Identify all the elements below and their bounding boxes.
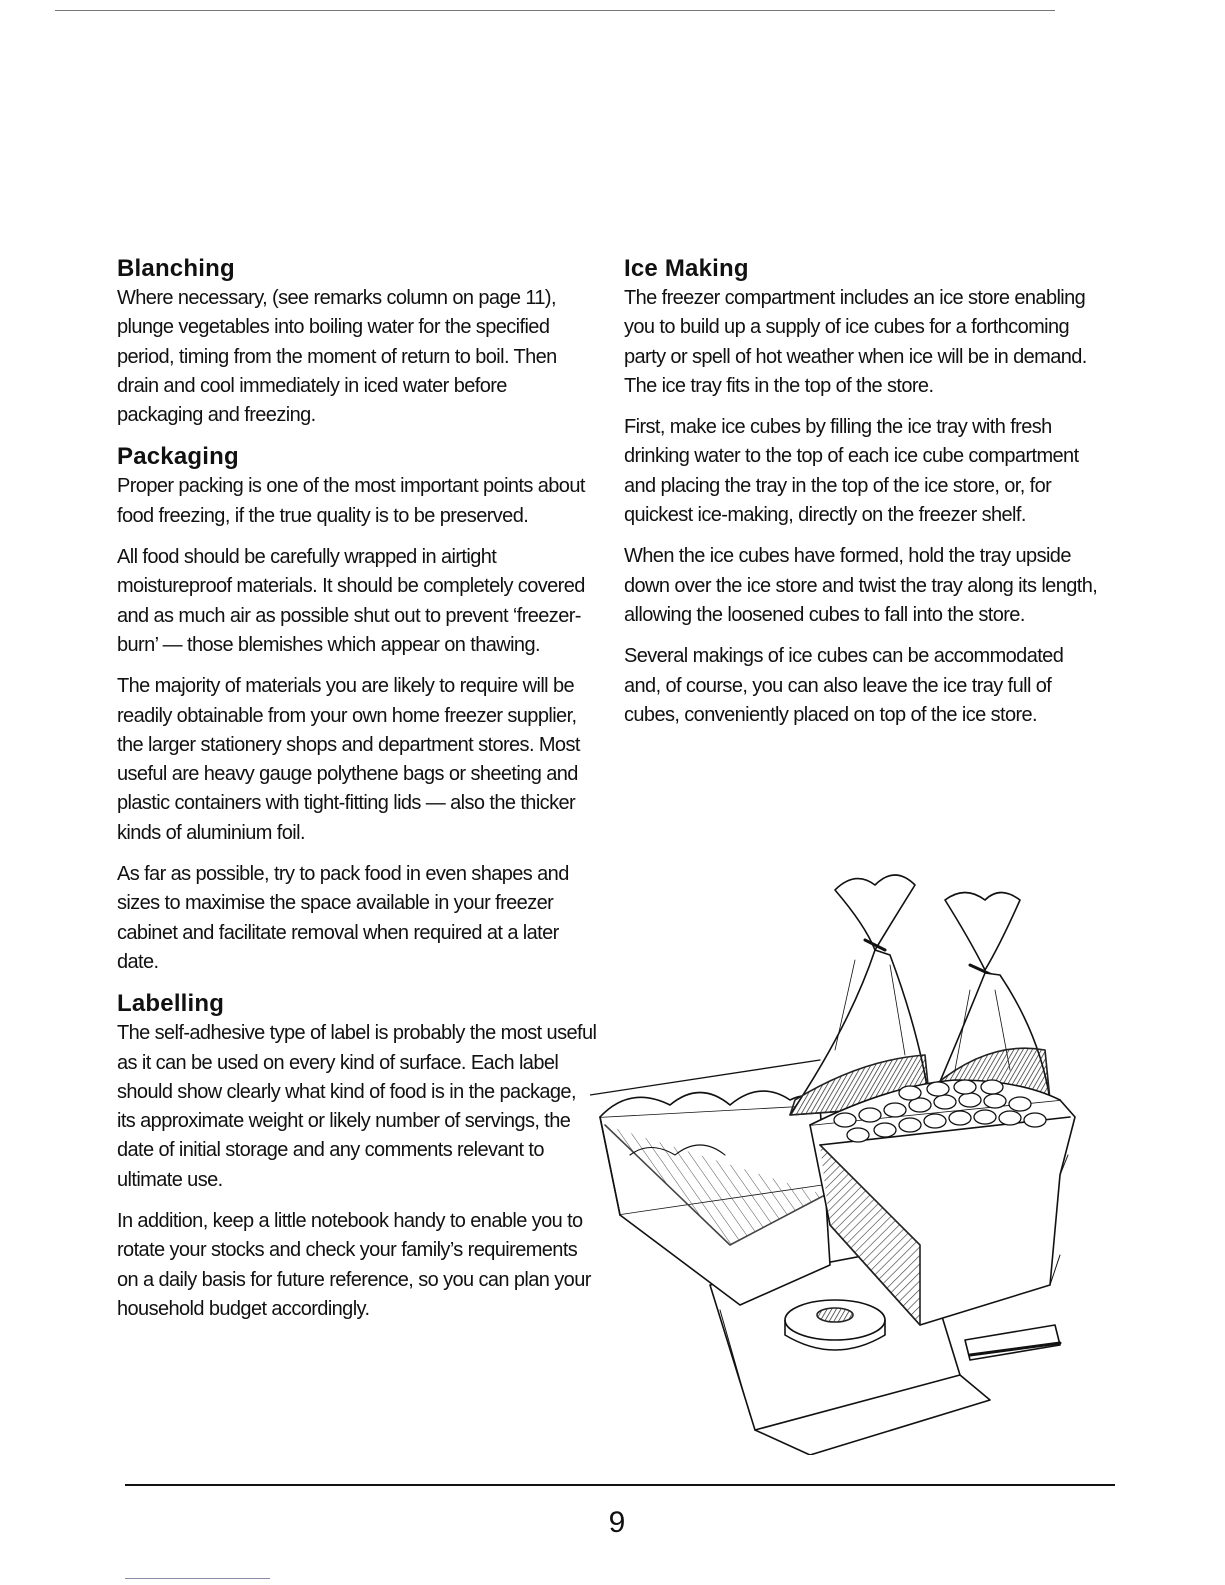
heading-packaging: Packaging [117,443,239,471]
freezer-bag-tied-left [790,875,930,1115]
right-column [624,254,1099,742]
section-packaging [117,442,597,977]
section-ice-making [624,254,1099,730]
heading-labelling: Labelling [117,990,225,1018]
freezer-bag-tied-right [930,893,1050,1106]
paragraph: As far as possible, try to pack food in even shapes and sizes to maximise the space available in your freezer cabinet and facilitate removal when required at a later date. [117,863,569,973]
paragraph: First, make ice cubes by filling the ice tray with fresh drinking water to the top of each ice cube compartment and placing the tray in the top of the ice store, or, for quickest ice-making, directly on the freezer shelf. [624,416,1079,527]
paragraph: Several makings of ice cubes can be accommodated and, of course, you can also leave the ice tray full of cubes, conveniently placed on top of the ice store. [624,645,1064,726]
paragraph: Where necessary, (see remarks column on page 11), plunge vegetables into boiling water for the specified period, timing from the moment of return to boil. Then drain and cool immediately in iced water before packaging and freezing. [117,287,557,427]
section-blanching [117,254,597,430]
paragraph: Proper packing is one of the most important points about food freezing, if the true quality is to be preserved. [117,475,585,527]
paragraph: When the ice cubes have formed, hold the tray upside down over the ice store and twist the tray along its length, allowing the loosened cubes to fall into the store. [624,545,1098,626]
section-labelling [117,989,597,1324]
page-number: 9 [608,1506,626,1539]
label-strip [965,1325,1060,1360]
paragraph: The self-adhesive type of label is probably the most useful as it can be used on every kind of surface. Each label should show clearly what kind of food is in the package, its approximate weight or likely number of servings, the date of initial storage and any comments relevant to ultimate use. [117,1022,597,1191]
paragraph: All food should be carefully wrapped in airtight moistureproof materials. It should be completely covered and as much air as possible shut out to prevent ‘freezer-burn’ — those blemishes which appear on thawing. [117,546,585,656]
paragraph: The majority of materials you are likely to require will be readily obtainable from your own home freezer supplier, the larger stationery shops and department stores. Most useful are heavy gauge polythene bags or sheeting and plastic containers with tight-fitting lids — also the thicker kinds of aluminium foil. [117,675,580,844]
scan-edge-mark [125,1578,270,1579]
food-tray [590,1060,830,1305]
left-column [117,254,597,1336]
heading-blanching: Blanching [117,255,235,282]
heading-ice-making: Ice Making [624,255,749,282]
bottom-rule [125,1484,1115,1486]
freezer-packaging-illustration [590,855,1090,1455]
top-rule [55,10,1055,11]
paragraph: In addition, keep a little notebook handy to enable you to rotate your stocks and check your family’s requirements on a daily basis for future reference, so you can plan your household budget accordingly. [117,1210,591,1320]
paragraph: The freezer compartment includes an ice store enabling you to build up a supply of ice cubes for a forthcoming party or spell of hot weather when ice will be in demand. The ice tray fits in the top of the store. [624,287,1087,397]
